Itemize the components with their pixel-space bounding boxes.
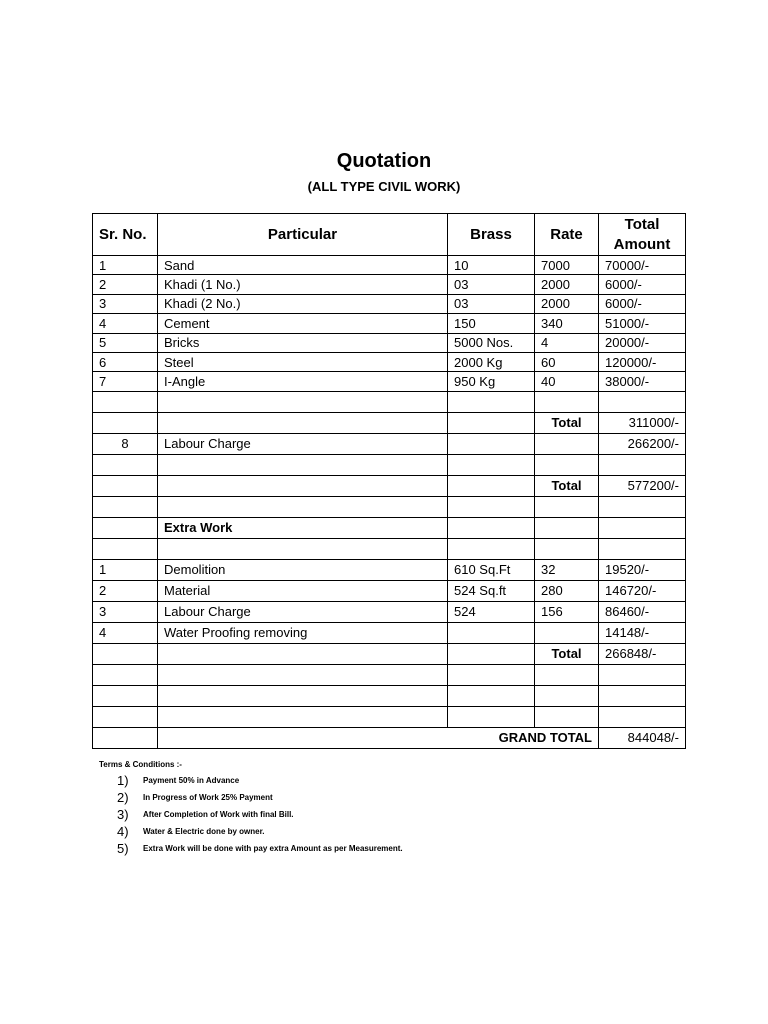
term-text: Water & Electric done by owner. — [143, 827, 265, 836]
item-particular: Sand — [158, 256, 448, 275]
table-row — [93, 580, 686, 601]
extra-rate: 32 — [535, 559, 599, 580]
extra-brass: 524 — [448, 601, 535, 622]
subtotal-row — [93, 475, 686, 496]
item-rate: 40 — [535, 372, 599, 391]
term-text: Extra Work will be done with pay extra Amount as per Measurement. — [143, 844, 403, 853]
item-brass: 5000 Nos. — [448, 333, 535, 352]
extra-particular: Water Proofing removing — [158, 622, 448, 643]
terms-heading: Terms & Conditions :- — [99, 760, 182, 769]
term-text: After Completion of Work with final Bill. — [143, 810, 294, 819]
item-particular: Khadi (2 No.) — [158, 294, 448, 313]
item-sr: 5 — [93, 333, 158, 352]
item-amount: 6000/- — [599, 294, 686, 313]
item-amount: 70000/- — [599, 256, 686, 275]
subtotal-label: Total — [535, 475, 599, 496]
grand-total-amount: 844048/- — [599, 727, 686, 748]
extra-work-heading-row — [93, 517, 686, 538]
item-rate: 60 — [535, 352, 599, 371]
empty-row — [93, 454, 686, 475]
labour-row — [93, 433, 686, 454]
extra-rate — [535, 622, 599, 643]
extra-amount: 86460/- — [599, 601, 686, 622]
item-amount: 120000/- — [599, 352, 686, 371]
extra-work-heading: Extra Work — [158, 517, 448, 538]
extra-sr: 4 — [93, 622, 158, 643]
extra-particular: Material — [158, 580, 448, 601]
subtotal-label: Total — [535, 412, 599, 433]
extra-amount: 19520/- — [599, 559, 686, 580]
header-rate: Rate — [535, 214, 599, 256]
term-number: 5) — [117, 841, 129, 856]
subtotal-amount: 266848/- — [599, 643, 686, 664]
table-row — [93, 256, 686, 275]
term-text: In Progress of Work 25% Payment — [143, 793, 273, 802]
empty-row — [93, 664, 686, 685]
item-brass: 03 — [448, 275, 535, 294]
item-particular: Cement — [158, 314, 448, 333]
item-sr: 1 — [93, 256, 158, 275]
table-row — [93, 333, 686, 352]
header-particular: Particular — [158, 214, 448, 256]
item-sr: 2 — [93, 275, 158, 294]
item-rate: 2000 — [535, 294, 599, 313]
document-subtitle: (ALL TYPE CIVIL WORK) — [307, 179, 461, 194]
table-row — [93, 275, 686, 294]
subtotal-row — [93, 412, 686, 433]
item-amount: 20000/- — [599, 333, 686, 352]
extra-particular: Demolition — [158, 559, 448, 580]
table-row — [93, 559, 686, 580]
terms-list — [117, 772, 617, 857]
extra-brass: 524 Sq.ft — [448, 580, 535, 601]
term-number: 3) — [117, 807, 129, 822]
item-sr: 3 — [93, 294, 158, 313]
extra-sr: 3 — [93, 601, 158, 622]
grand-total-row — [93, 727, 686, 748]
subtotal-amount: 311000/- — [599, 412, 686, 433]
empty-row — [93, 685, 686, 706]
labour-sr: 8 — [93, 433, 158, 454]
header-row — [93, 214, 686, 256]
term-number: 4) — [117, 824, 129, 839]
item-particular: Bricks — [158, 333, 448, 352]
item-sr: 4 — [93, 314, 158, 333]
term-number: 2) — [117, 790, 129, 805]
item-particular: Khadi (1 No.) — [158, 275, 448, 294]
subtotal-row — [93, 643, 686, 664]
extra-rate: 156 — [535, 601, 599, 622]
item-particular: Steel — [158, 352, 448, 371]
item-brass: 10 — [448, 256, 535, 275]
header-total-line2: Amount — [613, 235, 671, 253]
table-row — [93, 601, 686, 622]
list-item — [117, 772, 617, 789]
list-item — [117, 806, 617, 823]
empty-row — [93, 391, 686, 412]
item-sr: 6 — [93, 352, 158, 371]
item-brass: 950 Kg — [448, 372, 535, 391]
list-item — [117, 840, 617, 857]
subtotal-amount: 577200/- — [599, 475, 686, 496]
extra-amount: 146720/- — [599, 580, 686, 601]
header-total-line1: Total — [624, 215, 660, 233]
document-title: Quotation — [336, 150, 432, 172]
extra-sr: 2 — [93, 580, 158, 601]
extra-brass: 610 Sq.Ft — [448, 559, 535, 580]
extra-particular: Labour Charge — [158, 601, 448, 622]
empty-row — [93, 706, 686, 727]
item-amount: 38000/- — [599, 372, 686, 391]
extra-amount: 14148/- — [599, 622, 686, 643]
item-brass: 2000 Kg — [448, 352, 535, 371]
table-row — [93, 622, 686, 643]
item-particular: I-Angle — [158, 372, 448, 391]
quotation-table — [92, 213, 686, 749]
labour-particular: Labour Charge — [158, 433, 448, 454]
extra-rate: 280 — [535, 580, 599, 601]
header-brass: Brass — [448, 214, 535, 256]
item-rate: 2000 — [535, 275, 599, 294]
item-brass: 03 — [448, 294, 535, 313]
item-amount: 6000/- — [599, 275, 686, 294]
list-item — [117, 823, 617, 840]
table-row — [93, 294, 686, 313]
item-brass: 150 — [448, 314, 535, 333]
item-sr: 7 — [93, 372, 158, 391]
subtotal-label: Total — [535, 643, 599, 664]
table-row — [93, 372, 686, 391]
item-amount: 51000/- — [599, 314, 686, 333]
extra-sr: 1 — [93, 559, 158, 580]
term-number: 1) — [117, 773, 129, 788]
labour-amount: 266200/- — [599, 433, 686, 454]
grand-total-label: GRAND TOTAL — [158, 727, 599, 748]
item-rate: 340 — [535, 314, 599, 333]
empty-row — [93, 496, 686, 517]
table-row — [93, 314, 686, 333]
header-sr-no: Sr. No. — [93, 214, 158, 256]
extra-brass — [448, 622, 535, 643]
item-rate: 7000 — [535, 256, 599, 275]
item-rate: 4 — [535, 333, 599, 352]
table-row — [93, 352, 686, 371]
term-text: Payment 50% in Advance — [143, 776, 240, 785]
list-item — [117, 789, 617, 806]
header-total-amount — [599, 214, 686, 256]
empty-row — [93, 538, 686, 559]
